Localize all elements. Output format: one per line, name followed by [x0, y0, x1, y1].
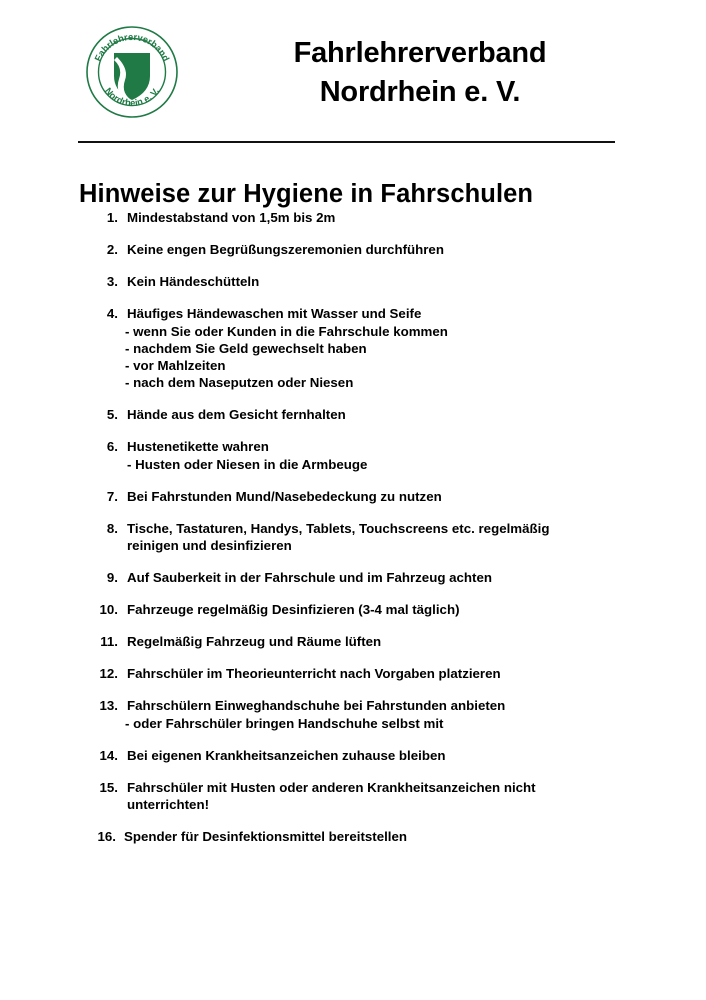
fahrlehrerverband-shield-logo — [84, 24, 180, 120]
document-header — [0, 0, 706, 132]
list-item-number: 9. — [106, 570, 118, 586]
list-item — [0, 601, 706, 618]
list-subitem: - nach dem Naseputzen oder Niesen — [125, 375, 354, 391]
list-item-text: Hände aus dem Gesicht fernhalten — [127, 407, 346, 423]
list-item-number: 12. — [99, 666, 118, 682]
list-item-number: 2. — [106, 242, 118, 258]
list-subitem: - nachdem Sie Geld gewechselt haben — [125, 341, 367, 357]
header-divider-rule — [78, 141, 615, 143]
list-item-text: Fahrschülern Einweghandschuhe bei Fahrstunden anbieten — [127, 698, 506, 714]
list-item-number: 1. — [106, 210, 118, 225]
list-item — [0, 438, 706, 473]
list-item-number: 4. — [106, 306, 118, 322]
list-item-text: Auf Sauberkeit in der Fahrschule und im Fahrzeug achten — [127, 570, 492, 586]
list-item — [0, 209, 706, 226]
list-item-number: 16. — [97, 829, 116, 845]
list-item-text: Bei Fahrstunden Mund/Nasebedeckung zu nutzen — [127, 489, 442, 505]
list-subitem: - oder Fahrschüler bringen Handschuhe selbst mit — [125, 716, 444, 732]
list-item — [0, 665, 706, 682]
list-item — [0, 241, 706, 258]
list-item — [0, 273, 706, 290]
list-item-subitems — [127, 323, 706, 391]
list-item-number: 6. — [106, 439, 118, 455]
list-item-text: Tische, Tastaturen, Handys, Tablets, Touchscreens etc. regelmäßig reinigen und desinfizieren — [127, 521, 550, 554]
logo-arc-top-text: Fahrlehrerverband — [92, 31, 172, 63]
list-subitem: - Husten oder Niesen in die Armbeuge — [127, 457, 368, 473]
list-item-text: Spender für Desinfektionsmittel bereitstellen — [124, 829, 407, 845]
list-item — [0, 828, 706, 845]
list-item-number: 11. — [100, 634, 118, 650]
list-subitem: - vor Mahlzeiten — [125, 358, 226, 374]
list-item-text: Kein Händeschütteln — [127, 274, 260, 290]
logo-arc-bottom-text: Nordrhein e. V. — [102, 85, 162, 109]
list-item-subitems — [127, 456, 706, 473]
list-item-number: 7. — [106, 489, 118, 505]
list-subitem: - wenn Sie oder Kunden in die Fahrschule kommen — [125, 324, 448, 340]
list-item — [0, 747, 706, 764]
list-item-text: Mindestabstand von 1,5m bis 2m — [127, 210, 336, 225]
organization-title — [210, 34, 630, 111]
list-item-number: 5. — [106, 407, 118, 423]
list-item-text: Fahrschüler mit Husten oder anderen Krankheitsanzeichen nicht unterrichten! — [127, 780, 536, 813]
list-item-text: Regelmäßig Fahrzeug und Räume lüften — [127, 634, 382, 650]
list-item-text: Häufiges Händewaschen mit Wasser und Seife — [127, 306, 422, 322]
list-item-text: Keine engen Begrüßungszeremonien durchführen — [127, 242, 444, 258]
list-item — [0, 406, 706, 423]
list-item-number: 3. — [106, 274, 118, 290]
organization-name-line1: Fahrlehrerverband — [293, 37, 547, 69]
hygiene-guidelines-list — [0, 209, 706, 860]
list-item — [0, 305, 706, 391]
list-item-text: Fahrzeuge regelmäßig Desinfizieren (3-4 mal täglich) — [127, 602, 460, 618]
organization-name-line2: Nordrhein e. V. — [319, 75, 521, 108]
list-item-number: 15. — [99, 780, 118, 796]
list-item-number: 10. — [99, 602, 118, 618]
list-item-number: 8. — [106, 521, 118, 537]
list-item — [0, 779, 706, 813]
list-item-text: Fahrschüler im Theorieunterricht nach Vorgaben platzieren — [127, 666, 501, 682]
list-item-subitems — [127, 715, 706, 732]
list-item — [0, 697, 706, 732]
list-item — [0, 488, 706, 505]
list-item-number: 14. — [99, 748, 118, 764]
list-item — [0, 520, 706, 554]
list-item-number: 13. — [99, 698, 118, 714]
list-item — [0, 569, 706, 586]
list-item — [0, 633, 706, 650]
list-item-text: Bei eigenen Krankheitsanzeichen zuhause bleiben — [127, 748, 446, 764]
list-item-text: Hustenetikette wahren — [127, 439, 269, 455]
page-title: Hinweise zur Hygiene in Fahrschulen — [79, 180, 534, 209]
